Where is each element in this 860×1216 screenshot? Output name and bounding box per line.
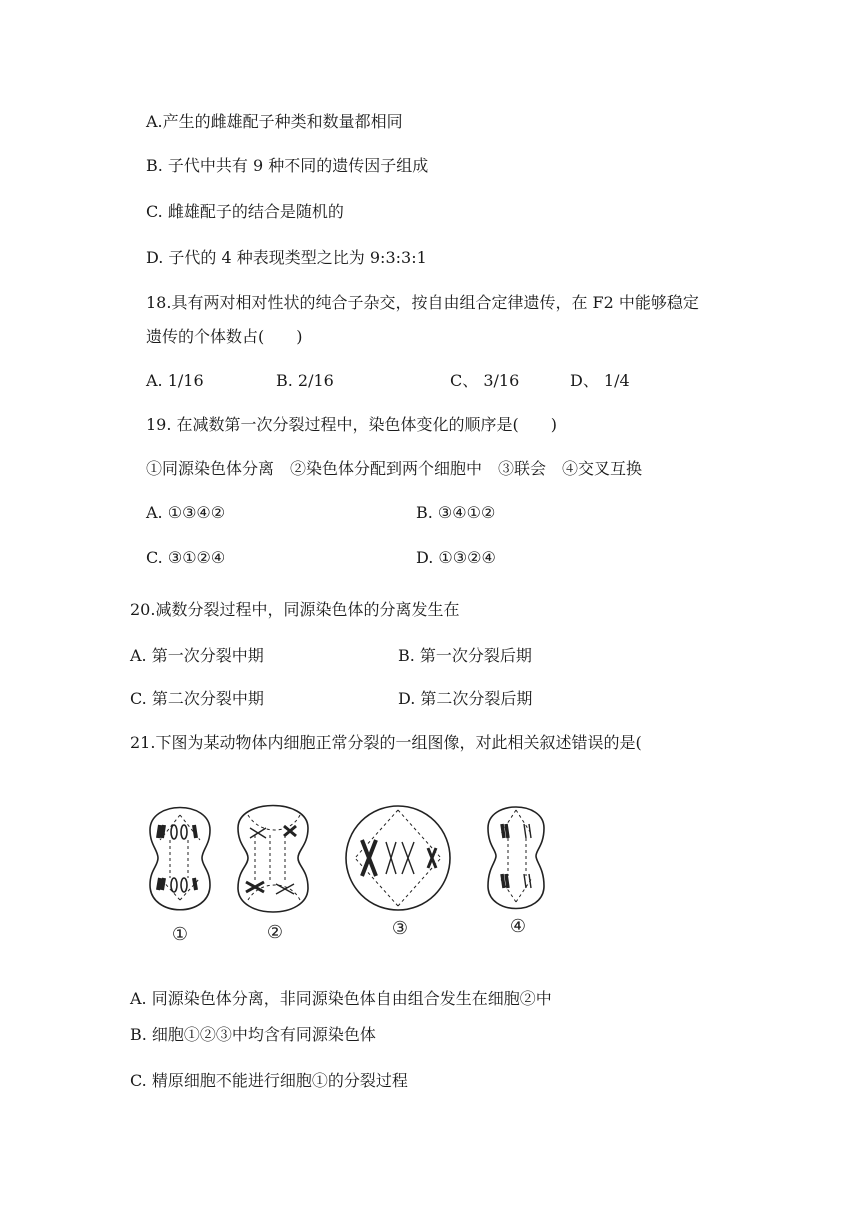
q20-option-d: D. 第二次分裂后期: [398, 689, 533, 708]
figure-label-1: ①: [171, 924, 189, 945]
q19-option-c: C. ③①②④: [146, 548, 226, 567]
q17-option-c: C. 雌雄配子的结合是随机的: [146, 202, 344, 221]
q20-option-b: B. 第一次分裂后期: [398, 646, 532, 665]
q18-option-a: A. 1/16: [146, 371, 204, 390]
figure-label-4: ④: [509, 916, 527, 937]
q21-option-b: B. 细胞①②③中均含有同源染色体: [130, 1025, 376, 1044]
q19-option-d: D. ①③②④: [416, 548, 496, 567]
figure-label-2: ②: [266, 922, 284, 943]
q17-option-d: D. 子代的 4 种表现类型之比为 9:3:3:1: [146, 248, 427, 267]
q17-option-b: B. 子代中共有 9 种不同的遗传因子组成: [146, 156, 429, 175]
q20-option-a: A. 第一次分裂中期: [130, 646, 264, 665]
cell-division-figure: [130, 790, 570, 950]
q19-option-a: A. ①③④②: [146, 503, 226, 522]
q18-option-c: C、 3/16: [450, 371, 520, 390]
q19-items: ①同源染色体分离 ②染色体分配到两个细胞中 ③联会 ④交叉互换: [146, 459, 643, 478]
q19-option-b: B. ③④①②: [416, 503, 496, 522]
q20-stem: 20.减数分裂过程中，同源染色体的分离发生在: [130, 600, 460, 619]
q20-option-c: C. 第二次分裂中期: [130, 689, 264, 708]
cell-2-diagram: [238, 806, 308, 913]
q17-option-a: A.产生的雌雄配子种类和数量都相同: [146, 112, 403, 131]
q18-option-b: B. 2/16: [276, 371, 334, 390]
cell-4-diagram: [488, 807, 544, 909]
cell-1-diagram: [150, 808, 210, 910]
q21-stem: 21.下图为某动物体内细胞正常分裂的一组图像，对此相关叙述错误的是(: [130, 733, 642, 752]
q18-stem-line2: 遗传的个体数占( ): [146, 327, 303, 346]
q19-stem: 19. 在减数第一次分裂过程中，染色体变化的顺序是( ): [146, 415, 558, 434]
cell-3-diagram: [346, 806, 450, 910]
figure-label-3: ③: [391, 918, 409, 939]
q21-option-a: A. 同源染色体分离，非同源染色体自由组合发生在细胞②中: [130, 989, 552, 1008]
q18-option-d: D、 1/4: [570, 371, 630, 390]
q21-option-c: C. 精原细胞不能进行细胞①的分裂过程: [130, 1071, 408, 1090]
q18-stem-line1: 18.具有两对相对性状的纯合子杂交，按自由组合定律遗传，在 F2 中能够稳定: [146, 293, 699, 312]
